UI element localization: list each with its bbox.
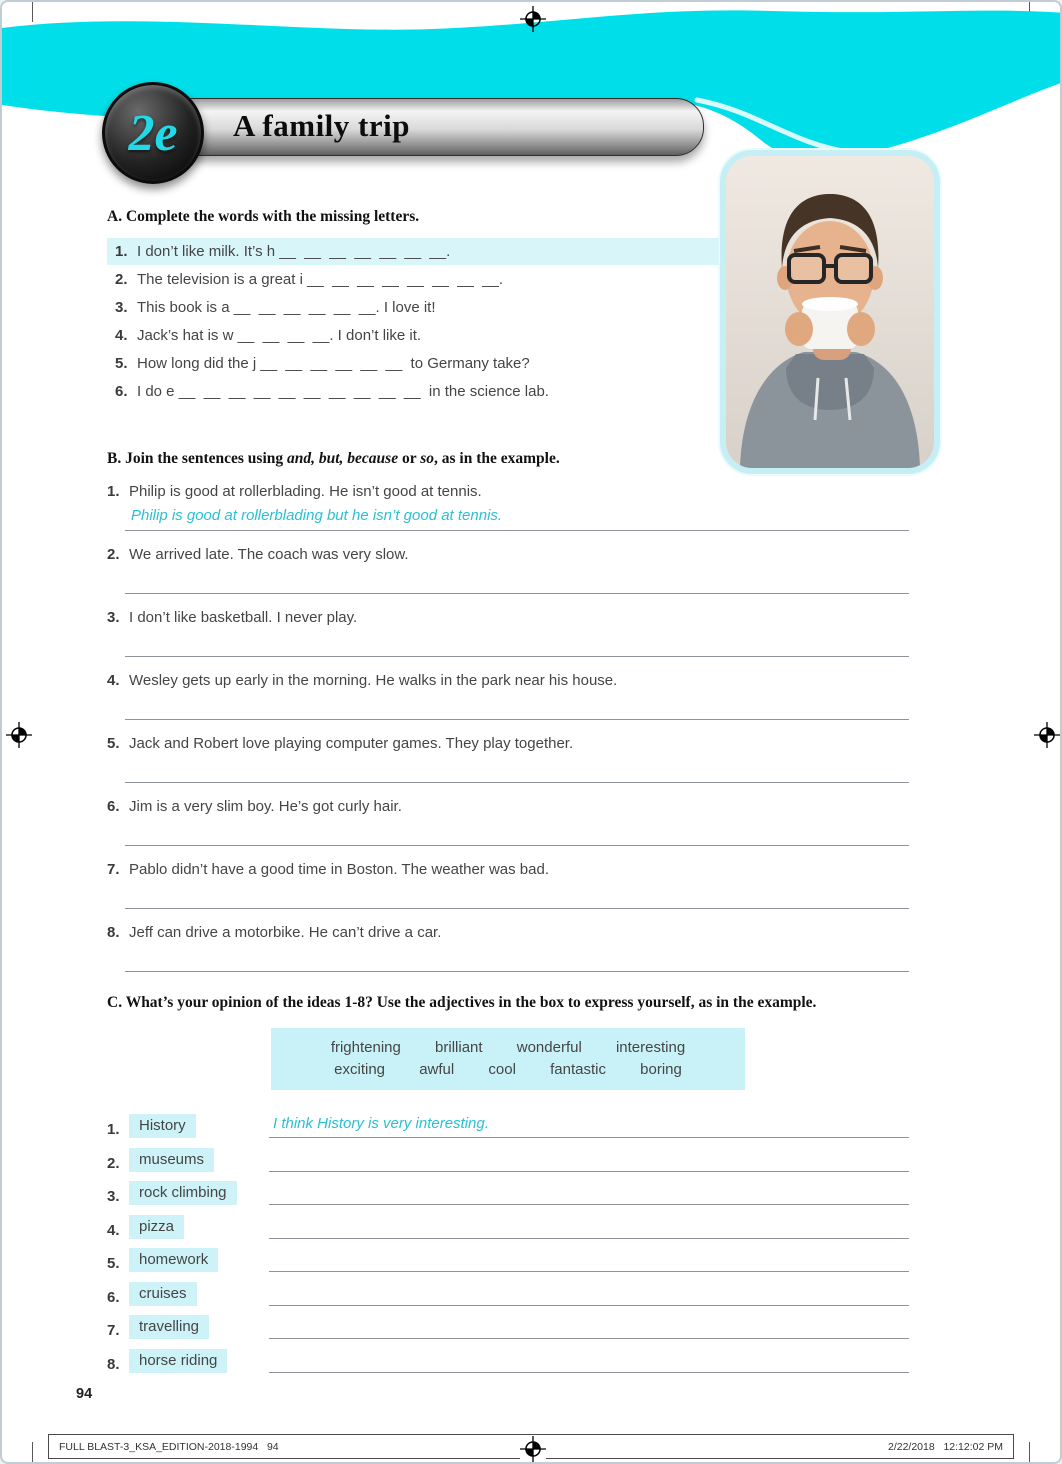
answer-line — [125, 885, 909, 909]
answer-line — [269, 1149, 909, 1172]
item-number: 3. — [107, 1188, 120, 1205]
topic-chip: homework — [129, 1248, 218, 1272]
item-number: 1. — [107, 483, 120, 500]
exercise-c-item — [107, 1282, 909, 1306]
item-number: 8. — [107, 1355, 120, 1373]
answer-line — [125, 570, 909, 594]
adjective-word: wonderful — [516, 1039, 582, 1056]
exercise-c-item — [107, 1114, 909, 1138]
answer-line — [269, 1182, 909, 1205]
sentence-text: 5. Jack and Robert love playing computer games. They play together. — [107, 735, 574, 752]
adjective-word: cool — [488, 1061, 516, 1078]
answer-line — [125, 633, 909, 657]
topic-chip: History — [129, 1114, 196, 1138]
exercise-c-item — [107, 1215, 909, 1239]
section-a — [107, 208, 719, 406]
section-c-heading: C. What’s your opinion of the ideas 1-8? Use the adjectives in the box to express yourself, as in the example. — [107, 994, 817, 1011]
item-number: 6. — [107, 1288, 120, 1306]
exercise-b-item — [107, 735, 909, 783]
example-answer: Philip is good at rollerblading but he isn’t good at tennis. — [131, 507, 503, 524]
registration-mark — [520, 1436, 546, 1462]
section-b-heading: B. Join the sentences using and, but, because or so, as in the example. — [107, 450, 560, 467]
man-drinking-photo — [726, 156, 934, 468]
section-a-heading: A. Complete the words with the missing letters. — [107, 208, 420, 225]
item-number: 2. — [107, 546, 120, 563]
exercise-c-item — [107, 1349, 909, 1373]
section-b — [107, 450, 909, 972]
item-text: The television is a great i __ __ __ __ __ __ __ __. — [137, 271, 504, 288]
adjective-box — [271, 1028, 745, 1090]
adjective-word: awful — [419, 1061, 455, 1078]
item-number: 7. — [107, 861, 120, 878]
registration-mark — [1034, 722, 1060, 748]
sentence-text: 4. Wesley gets up early in the morning. He walks in the park near his house. — [107, 672, 618, 689]
item-text: I don’t like milk. It’s h __ __ __ __ __ __ __. — [137, 243, 451, 260]
answer-line — [125, 759, 909, 783]
item-number: 5. — [115, 355, 128, 372]
adjective-line — [271, 1059, 745, 1081]
exercise-b-item — [107, 861, 909, 909]
item-number: 2. — [115, 271, 128, 288]
exercise-b-item — [107, 798, 909, 846]
exercise-a-item — [107, 350, 719, 377]
adjective-word: boring — [640, 1061, 682, 1078]
item-number: 4. — [107, 1221, 120, 1239]
exercise-a-list — [107, 238, 719, 405]
sentence-text: 8. Jeff can drive a motorbike. He can’t drive a car. — [107, 924, 442, 941]
item-number: 5. — [107, 735, 120, 752]
answer-line — [269, 1216, 909, 1239]
item-number: 4. — [107, 672, 120, 689]
exercise-c-item — [107, 1315, 909, 1339]
answer-line — [269, 1316, 909, 1339]
sentence-text: 3. I don’t like basketball. I never play. — [107, 609, 358, 626]
answer-line — [269, 1115, 909, 1138]
adjective-word: brilliant — [435, 1039, 483, 1056]
item-number: 1. — [115, 243, 128, 260]
item-number: 8. — [107, 924, 120, 941]
exercise-a-item — [107, 238, 719, 265]
footer-left-text: FULL BLAST-3_KSA_EDITION-2018-1994 94 — [59, 1440, 279, 1453]
topic-chip: rock climbing — [129, 1181, 237, 1205]
crop-mark — [32, 1442, 33, 1462]
exercise-a-item — [107, 294, 719, 321]
topic-chip: museums — [129, 1148, 214, 1172]
exercise-b-item — [107, 483, 909, 531]
answer-line — [125, 948, 909, 972]
item-text: This book is a __ __ __ __ __ __. I love it! — [137, 299, 436, 316]
exercise-a-item — [107, 378, 719, 405]
exercise-b-item — [107, 609, 909, 657]
photo-frame — [720, 150, 940, 474]
answer-line — [125, 822, 909, 846]
exercise-b-item — [107, 672, 909, 720]
registration-mark — [520, 6, 546, 32]
adjective-word: exciting — [334, 1061, 386, 1078]
exercise-b-item — [107, 924, 909, 972]
adjective-word: fantastic — [550, 1061, 606, 1078]
exercise-c-item — [107, 1248, 909, 1272]
item-number: 3. — [115, 299, 128, 316]
topic-chip: horse riding — [129, 1349, 227, 1373]
topic-chip: cruises — [129, 1282, 197, 1306]
exercise-c-item — [107, 1181, 909, 1205]
page-number: 94 — [76, 1386, 93, 1402]
sentence-text: 6. Jim is a very slim boy. He’s got curly hair. — [107, 798, 402, 815]
adjective-word: interesting — [615, 1039, 686, 1056]
registration-mark — [6, 722, 32, 748]
item-number: 2. — [107, 1154, 120, 1172]
exercise-b-item — [107, 546, 909, 594]
exercise-a-item — [107, 266, 719, 293]
answer-line — [125, 696, 909, 720]
item-number: 5. — [107, 1255, 120, 1272]
section-c-label: C. — [107, 994, 123, 1011]
exercise-c-list — [107, 1114, 909, 1373]
item-number: 3. — [107, 609, 120, 626]
section-b-label: B. — [107, 450, 122, 467]
lesson-title: A family trip — [233, 108, 410, 143]
footer-right-text: 2/22/2018 12:12:02 PM — [887, 1440, 1003, 1453]
item-number: 7. — [107, 1322, 120, 1339]
item-number: 6. — [115, 383, 128, 400]
crop-mark — [1029, 1442, 1030, 1462]
sentence-text: 7. Pablo didn’t have a good time in Boston. The weather was bad. — [107, 861, 549, 878]
sentence-text: 2. We arrived late. The coach was very slow. — [107, 546, 409, 563]
answer-line — [269, 1350, 909, 1373]
adjective-word: frightening — [330, 1039, 401, 1056]
item-number: 4. — [115, 327, 128, 344]
sentence-text: 1. Philip is good at rollerblading. He isn’t good at tennis. — [107, 483, 482, 500]
lesson-badge — [102, 82, 204, 184]
answer-line — [125, 507, 909, 531]
item-text: How long did the j __ __ __ __ __ __ to Germany take? — [137, 355, 530, 372]
item-number: 1. — [107, 1121, 120, 1138]
topic-chip: travelling — [129, 1315, 209, 1339]
exercise-c-item — [107, 1148, 909, 1172]
section-c — [107, 994, 909, 1382]
topic-chip: pizza — [129, 1215, 184, 1239]
answer-line — [269, 1283, 909, 1306]
adjective-line — [271, 1037, 745, 1059]
badge-label: 2e — [128, 104, 178, 162]
answer-line — [269, 1249, 909, 1272]
item-number: 6. — [107, 798, 120, 815]
item-text: I do e __ __ __ __ __ __ __ __ __ __ in the science lab. — [137, 383, 549, 400]
example-answer: I think History is very interesting. — [273, 1115, 489, 1132]
section-a-label: A. — [107, 208, 123, 225]
exercise-a-item — [107, 322, 719, 349]
item-text: Jack’s hat is w __ __ __ __. I don’t like it. — [137, 327, 422, 344]
